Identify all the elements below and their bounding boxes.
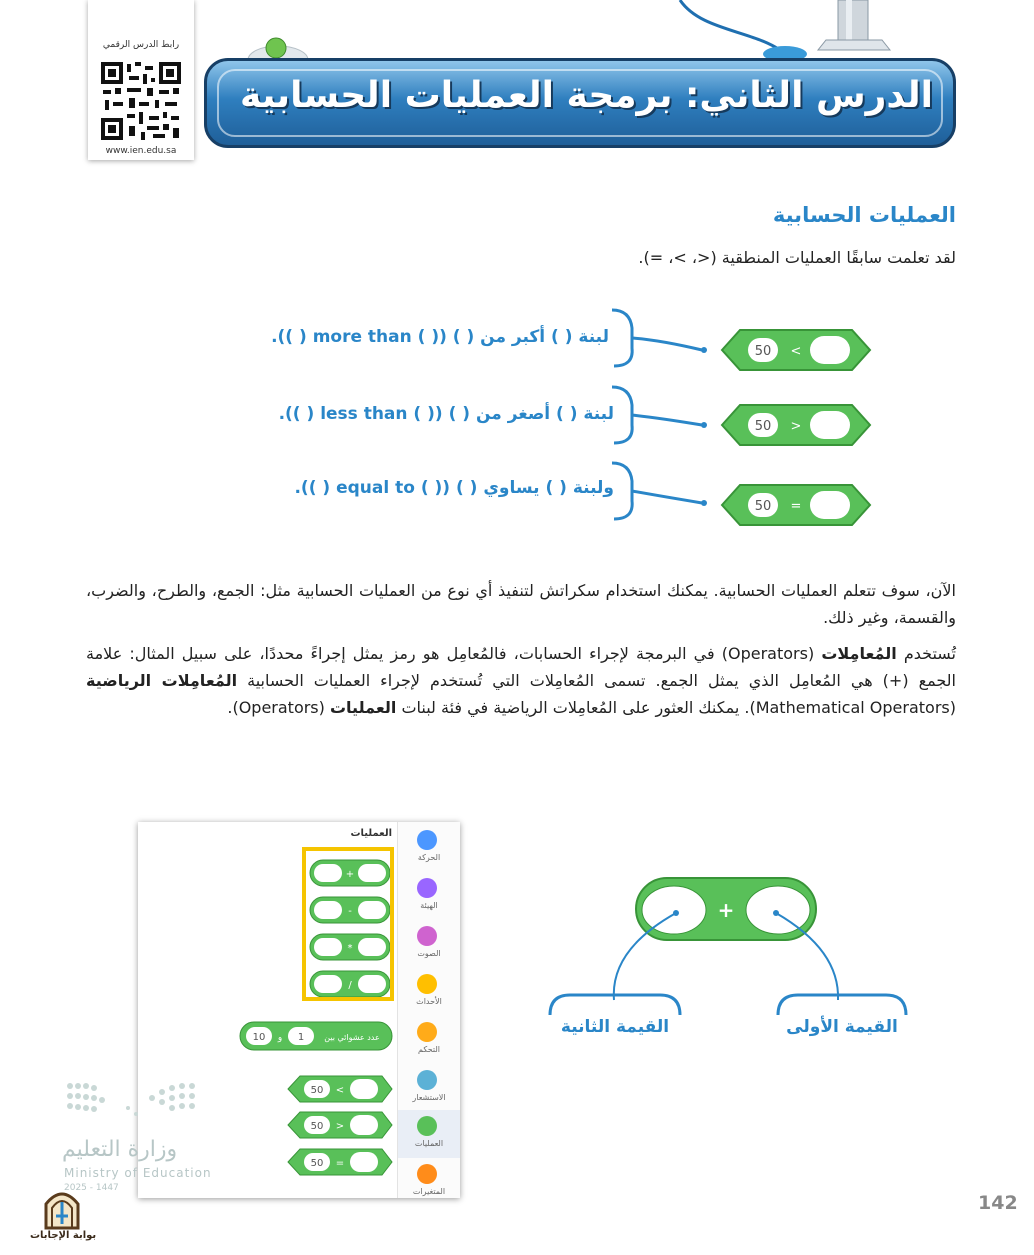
category-operators[interactable]: العمليات bbox=[398, 1110, 460, 1158]
category-motion[interactable]: الحركة bbox=[398, 824, 460, 872]
qr-url[interactable]: www.ien.edu.sa bbox=[105, 146, 177, 156]
category-dot-icon bbox=[417, 926, 437, 946]
category-sidebar bbox=[397, 822, 460, 1198]
first-value-label: القيمة الأولى bbox=[786, 1017, 898, 1037]
scratch-palette-screenshot bbox=[138, 822, 460, 1198]
compare-label-3: ولبنة ( ) يساوي ( ) (( ) equal to ( )). bbox=[294, 478, 614, 498]
random-to: 10 bbox=[252, 1032, 266, 1043]
palette-title: العمليات bbox=[350, 828, 392, 839]
svg-text:<: < bbox=[335, 1085, 345, 1096]
random-from: 1 bbox=[297, 1032, 305, 1043]
multiply-operator: * bbox=[347, 943, 353, 954]
robot-decoration-icon bbox=[660, 0, 920, 64]
random-block[interactable] bbox=[240, 1022, 392, 1050]
category-looks[interactable]: الهيئة bbox=[398, 872, 460, 920]
divide-operator: / bbox=[348, 980, 352, 991]
page-number: 142 bbox=[978, 1192, 1018, 1214]
ministry-year: 2025 - 1447 bbox=[64, 1183, 119, 1193]
bracket-2 bbox=[612, 387, 702, 443]
addition-operator: + bbox=[717, 898, 735, 922]
svg-text:50: 50 bbox=[310, 1158, 324, 1169]
category-events[interactable]: الأحداث bbox=[398, 968, 460, 1016]
svg-text:=: = bbox=[335, 1158, 345, 1169]
palette-compare-lt[interactable] bbox=[288, 1076, 392, 1102]
ministry-name-arabic: وزارة التعليم bbox=[62, 1137, 178, 1162]
qr-caption: رابط الدرس الرقمي bbox=[102, 40, 180, 50]
compare-value-2: 50 bbox=[754, 419, 772, 434]
random-and: و bbox=[277, 1033, 283, 1043]
category-dot-icon bbox=[417, 1164, 437, 1184]
compare-operator-3: = bbox=[790, 499, 802, 514]
answers-portal-logo-icon bbox=[40, 1186, 84, 1230]
compare-block-eq bbox=[722, 485, 870, 525]
svg-text:>: > bbox=[335, 1121, 345, 1132]
comparison-blocks-diagram bbox=[590, 300, 890, 535]
compare-value-1: 50 bbox=[754, 344, 772, 359]
paragraph-1: الآن، سوف تتعلم العمليات الحسابية. يمكنك استخدام سكراتش لتنفيذ أي نوع من العمليات الحسابية مثل: الجمع، والطرح، والضرب، والقسمة، وغير ذلك. bbox=[86, 581, 956, 627]
category-dot-icon bbox=[417, 974, 437, 994]
intro-text: لقد تعلمت سابقًا العمليات المنطقية (<، >، =). bbox=[638, 248, 956, 267]
random-label: عدد عشوائي بين bbox=[324, 1033, 380, 1042]
bracket-1 bbox=[612, 310, 702, 366]
lesson-title: الدرس الثاني: برمجة العمليات الحسابية bbox=[240, 75, 933, 116]
palette-compare-gt[interactable] bbox=[288, 1112, 392, 1138]
addition-block-diagram bbox=[540, 860, 920, 1050]
compare-operator-1: < bbox=[790, 344, 802, 359]
bracket-3 bbox=[612, 463, 702, 519]
compare-block-gt bbox=[722, 405, 870, 445]
ministry-name-english: Ministry of Education bbox=[64, 1166, 212, 1180]
compare-operator-2: > bbox=[790, 419, 802, 434]
compare-block-lt bbox=[722, 330, 870, 370]
arithmetic-highlight-box bbox=[302, 847, 394, 1001]
second-value-label: القيمة الثانية bbox=[560, 1017, 670, 1037]
compare-label-2: لبنة ( ) أصغر من ( ) (( ) less than ( )). bbox=[278, 404, 614, 424]
answers-portal-label[interactable]: بوابة الإجابات bbox=[30, 1230, 97, 1241]
ministry-logo-icon bbox=[62, 1078, 202, 1128]
category-control[interactable]: التحكم bbox=[398, 1016, 460, 1064]
category-dot-icon bbox=[417, 1070, 437, 1090]
qr-code-icon[interactable] bbox=[99, 60, 183, 142]
category-dot-icon bbox=[417, 830, 437, 850]
category-dot-icon bbox=[417, 878, 437, 898]
add-operator: + bbox=[345, 869, 355, 880]
svg-text:50: 50 bbox=[310, 1085, 324, 1096]
lesson-banner bbox=[204, 58, 956, 148]
paragraph-2: تُستخدم المُعامِلات (Operators) في البرمجة لإجراء الحسابات، فالمُعامِل هو رمز يمثل إجراءً محددًا، على سبيل المثال: علامة الجمع (+) هي المُعامِل الذي يمثل الجمع. تسمى المُعامِلات التي تُستخدم لإجراء العمليات الحسابية المُعامِلات الرياضية (Mathematical Operators). يمكنك العثور على المُعامِلات الرياضية في فئة لبنات العمليات (Operators). bbox=[86, 644, 957, 717]
category-dot-icon bbox=[417, 1116, 437, 1136]
section-heading: العمليات الحسابية bbox=[772, 203, 956, 227]
category-sound[interactable]: الصوت bbox=[398, 920, 460, 968]
compare-label-1: لبنة ( ) أكبر من ( ) (( ) more than ( )). bbox=[271, 327, 609, 347]
category-variables[interactable]: المتغيرات bbox=[398, 1158, 460, 1206]
svg-text:50: 50 bbox=[310, 1121, 324, 1132]
category-dot-icon bbox=[417, 1022, 437, 1042]
subtract-operator: - bbox=[348, 906, 352, 917]
qr-card[interactable] bbox=[88, 0, 194, 160]
category-sensing[interactable]: الاستشعار bbox=[398, 1064, 460, 1112]
palette-compare-eq[interactable] bbox=[288, 1149, 392, 1175]
compare-value-3: 50 bbox=[754, 499, 772, 514]
